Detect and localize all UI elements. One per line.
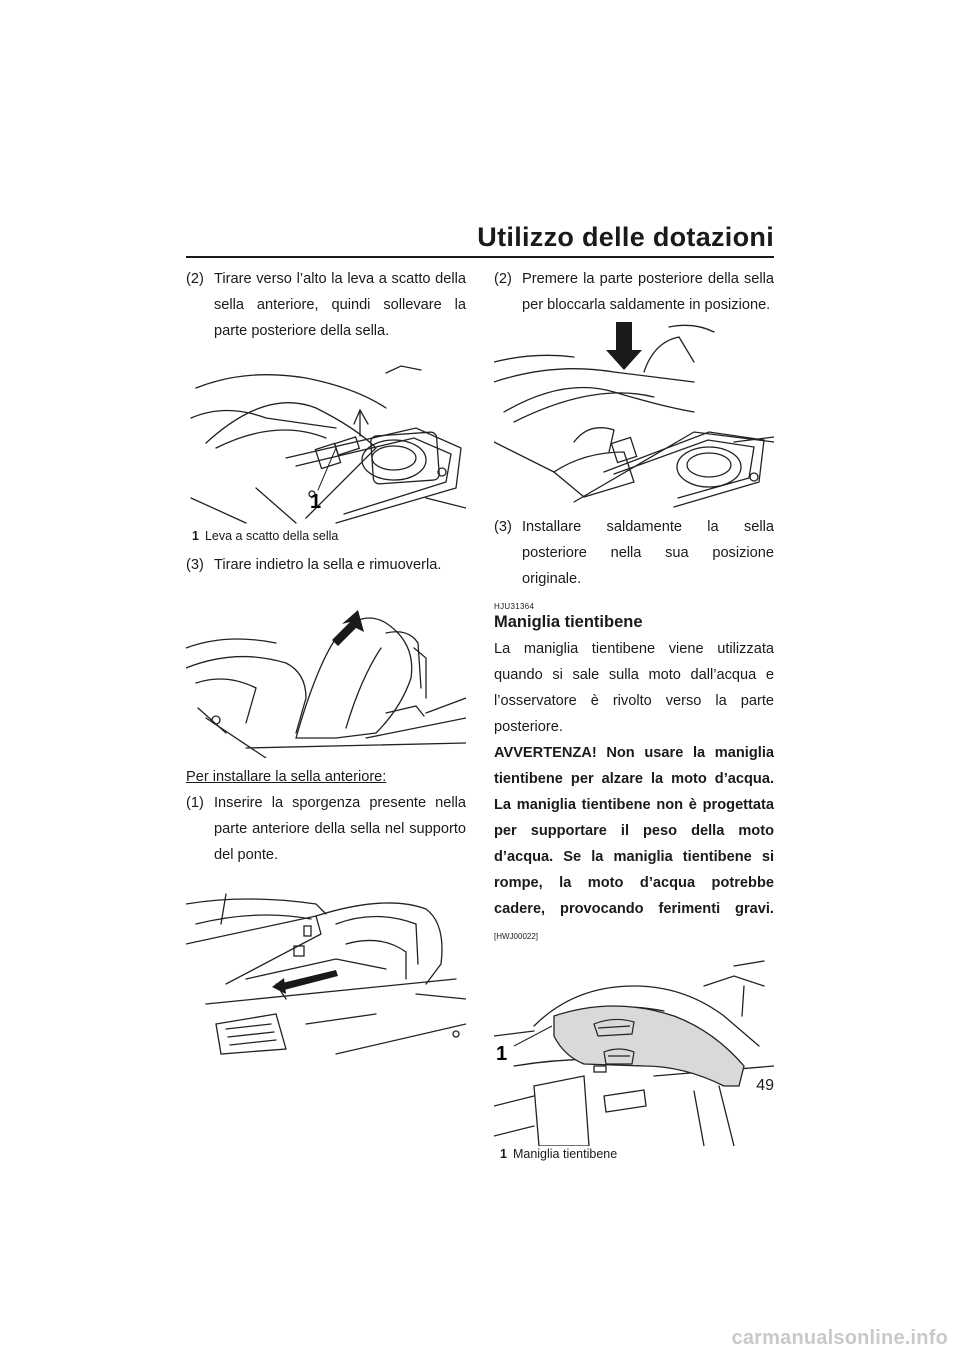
illustration-seat-lever: [186, 348, 466, 528]
illustration-grab-handle: [494, 956, 774, 1146]
page-number: 49: [756, 1077, 774, 1094]
step-text: Inserire la sporgenza presente nella parte anteriore della sella nel supporto del ponte.: [214, 795, 466, 863]
install-subheading: Per installare la sella anteriore:: [186, 769, 387, 785]
caption-number: 1: [500, 1147, 507, 1161]
grab-handle-highlight: [554, 1006, 744, 1086]
figure-insert-seat: [186, 874, 466, 1064]
watermark: carmanualsonline.info: [731, 1327, 948, 1349]
warning-text: [494, 740, 774, 950]
figure-caption: [186, 528, 466, 544]
step-text: Premere la parte posteriore della sella per bloccarla saldamente in posizione.: [522, 271, 774, 313]
caption-text: Maniglia tientibene: [512, 1147, 618, 1161]
figure-press-seat: [494, 322, 774, 512]
illustration-insert-seat: [186, 874, 466, 1064]
figure-callout: 1: [496, 1043, 508, 1065]
figure-seat-lock-lever: [186, 348, 466, 528]
title-rule: [186, 256, 774, 258]
step-text: Tirare verso l’alto la leva a scatto della sella anteriore, quindi sollevare la parte posteriore della sella.: [214, 271, 466, 339]
section-code: HJU31364: [494, 602, 535, 611]
figure-grab-handle: [494, 956, 774, 1146]
step-number: (3): [494, 519, 512, 535]
step-text: Tirare indietro la sella e rimuoverla.: [214, 557, 442, 573]
section-title: Maniglia tientibene: [494, 613, 643, 631]
right-column: [494, 266, 774, 1162]
warning-code: [HWJ00022]: [494, 932, 539, 941]
page-title: Utilizzo delle dotazioni: [477, 222, 774, 252]
step-number: (2): [186, 271, 204, 287]
figure-remove-seat: [186, 588, 466, 758]
step-3-remove-seat: [186, 552, 466, 578]
step-number: (2): [494, 271, 512, 287]
step-number: (1): [186, 795, 204, 811]
step-2-press-seat: [494, 266, 774, 318]
step-number: (3): [186, 557, 204, 573]
step-3-install-rear-seat: [494, 514, 774, 592]
caption-text: Leva a scatto della sella: [204, 529, 339, 543]
illustration-press-seat: [494, 322, 774, 512]
figure-callout: 1: [310, 491, 322, 513]
warning-body: AVVERTENZA! Non usare la maniglia tientibene per alzare la moto d’acqua. La maniglia tientibene non è progettata per supportare il peso della moto d’acqua. Se la maniglia tientibene si rompe, la moto d’acqua potrebbe cadere, provocando ferimenti gravi.: [494, 745, 774, 917]
illustration-remove-seat: [186, 588, 466, 758]
step-1-insert-projection: [186, 790, 466, 868]
figure-caption: [494, 1146, 774, 1162]
section-intro: La maniglia tientibene viene utilizzata quando si sale sulla moto dall’acqua e l’osservatore è rivolto verso la parte posteriore.: [494, 641, 774, 735]
left-column: [186, 266, 466, 1064]
caption-number: 1: [192, 529, 199, 543]
step-text: Installare saldamente la sella posteriore nella sua posizione originale.: [522, 519, 774, 587]
step-2-release-lever: [186, 266, 466, 344]
